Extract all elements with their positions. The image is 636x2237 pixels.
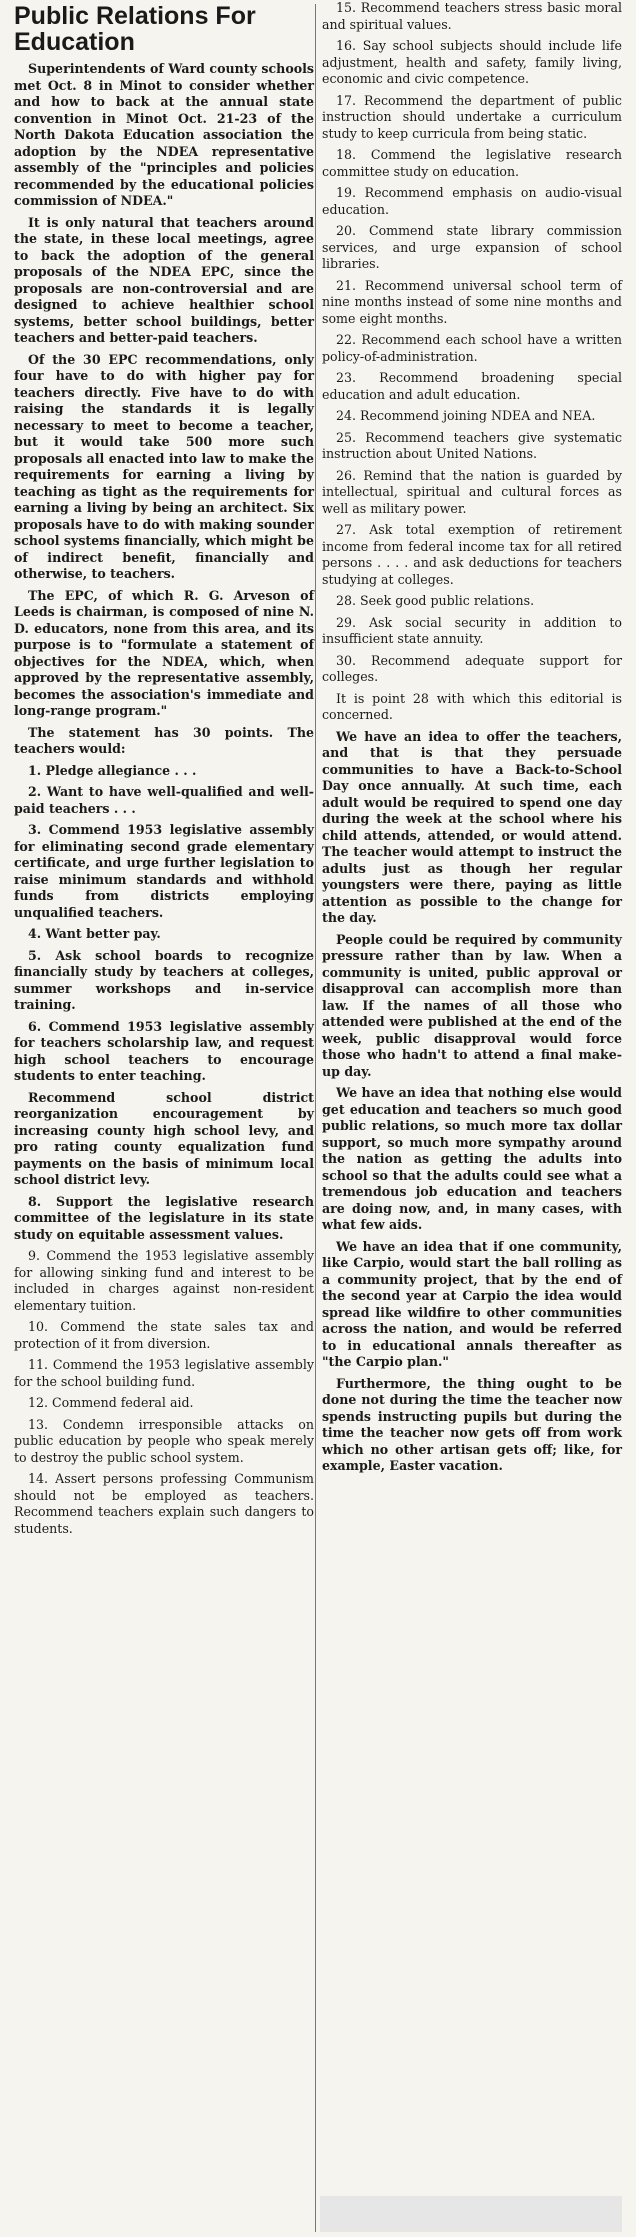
paragraph: The statement has 30 points. The teachers would: [14,724,314,756]
paragraph: 12. Commend federal aid. [28,1395,194,1410]
paragraph: 27. Ask total exemption of retirement income from federal income tax for all retired persons . . . . and ask deductions for teachers studying at colleges. [322,522,622,587]
paragraph: 30. Recommend adequate support for colleges. [322,652,622,684]
paragraph: 11. Commend the 1953 legislative assembly for the school building fund. [14,1357,314,1389]
paragraph: 1. Pledge allegiance . . . [28,762,197,778]
paragraph: 20. Commend state library commission services, and urge expansion of school libraries. [322,223,622,271]
paragraph: Furthermore, the thing ought to be done not during the time the teacher now spends instructing pupils but during the time the teacher now gets off from work which no other artisan gets off; like, for example, Easter vacation. [322,1375,622,1473]
paragraph: 14. Assert persons professing Communism should not be employed as teachers. Recommend teachers explain such dangers to students. [14,1471,314,1536]
paragraph: 4. Want better pay. [28,926,161,941]
paragraph: We have an idea to offer the teachers, and that is that they persuade communities to have a Back-to-School Day once annually. At such time, each adult would be required to spend one day during the week at the school where his child attends, attended, or would attend. The teacher would attempt to instruct the adults just as though her regular youngsters were there, paying as little attention as possible to the change for the day. [322,728,622,925]
paragraph: Superintendents of Ward county schools met Oct. 8 in Minot to consider whether and how to back at the annual state convention in Minot Oct. 21-23 of the North Dakota Education association the adoption by the NDEA representative assembly of the "principles and policies recommended by the educational policies commission of NDEA." [14,61,314,208]
paragraph: 25. Recommend teachers give systematic instruction about United Nations. [322,429,622,461]
paragraph: 23. Recommend broadening special education and adult education. [322,370,622,402]
paragraph: 24. Recommend joining NDEA and NEA. [336,408,596,423]
paragraph: Recommend school district reorganization encouragement by increasing county high school levy, and pro rating county equalization fund payments on the basis of minimum local school district levy. [14,1089,314,1187]
paragraph: 13. Condemn irresponsible attacks on public education by people who speak merely to destroy the public school system. [14,1416,314,1465]
paragraph: 28. Seek good public relations. [336,593,535,608]
right-column [322,0,622,1480]
paragraph: 16. Say school subjects should include life adjustment, health and safety, family living, economic and civic competence. [322,38,622,86]
paragraph: 5. Ask school boards to recognize financially study by teachers at colleges, summer workshops and in-service training. [14,947,314,1012]
paragraph: 3. Commend 1953 legislative assembly for eliminating second grade elementary certificate, and urge further legislation to raise minimum standards and withhold funds from districts employing unqualified teachers. [14,822,314,920]
paragraph: 18. Commend the legislative research committee study on education. [322,147,622,179]
paragraph: It is point 28 with which this editorial is concerned. [322,690,622,722]
paragraph: The EPC, of which R. G. Arveson of Leeds is chairman, is composed of nine N. D. educators, none from this area, and its purpose is to "formulate a statement of objectives for the NDEA, which, when approved by the representative assembly, becomes the association's immediate and long-range program." [14,587,314,718]
paragraph: 19. Recommend emphasis on audio-visual education. [322,185,622,217]
paragraph: People could be required by community pressure rather than by law. When a community is united, public approval or disapproval can accomplish more than law. If the names of all those who attended were published at the end of the week, public disapproval would force those who hadn't to attend a final make-up day. [322,931,622,1079]
paragraph: 17. Recommend the department of public instruction should undertake a curriculum study to keep curricula from being static. [322,92,622,141]
column-divider [315,4,316,2232]
left-column [14,0,314,1542]
paragraph: 15. Recommend teachers stress basic moral and spiritual values. [322,0,622,32]
paragraph: 29. Ask social security in addition to insufficient state annuity. [322,614,622,646]
blank-column-end [320,2196,622,2232]
paragraph: We have an idea that nothing else would get education and teachers so much good public relations, so much more tax dollar support, so much more sympathy around the nation as getting the adults into school so that the adults could see what a tremendous job education and teachers are doing now, and, in many cases, with what few aids. [322,1085,622,1232]
paragraph: 21. Recommend universal school term of nine months instead of some nine months and some eight months. [322,277,622,326]
paragraph: 9. Commend the 1953 legislative assembly for allowing sinking fund and interest to be included in charges against non-resident elementary tuition. [14,1248,314,1313]
paragraph: Of the 30 EPC recommendations, only four have to do with higher pay for teachers directly. Five have to do with raising the standards it is legally necessary to meet to become a teacher, but it would take 500 more such proposals all enacted into law to make the requirements for earning a living by teaching as tight as the requirements for earning a living by being an architect. Six proposals have to do with making sounder school systems financially, which might be of indirect benefit, financially and otherwise, to teachers. [14,351,314,581]
paragraph: 2. Want to have well-qualified and well-paid teachers . . . [14,784,314,816]
paragraph: 22. Recommend each school have a written policy-of-administration. [322,332,622,364]
paragraph: We have an idea that if one community, like Carpio, would start the ball rolling as a community project, that by the end of the second year at Carpio the idea would spread like wildfire to other communities across the nation, and would be referred to in educational annals thereafter as "the Carpio plan." [322,1238,622,1369]
paragraph: 6. Commend 1953 legislative assembly for teachers scholarship law, and request high school teachers to encourage students to enter teaching. [14,1018,314,1083]
paragraph: 26. Remind that the nation is guarded by intellectual, spiritual and cultural forces as well as military power. [322,467,622,516]
paragraph: 8. Support the legislative research committee of the legislature in its state study on equitable assessment values. [14,1193,314,1242]
paragraph: 10. Commend the state sales tax and protection of it from diversion. [14,1319,314,1351]
headline: Public Relations For Education [14,2,256,56]
paragraph: It is only natural that teachers around the state, in these local meetings, agree to back the adoption of the general proposals of the NDEA EPC, since the proposals are non-controversial and are designed to achieve healthier school systems, better school buildings, better teachers and better-paid teachers. [14,214,314,345]
